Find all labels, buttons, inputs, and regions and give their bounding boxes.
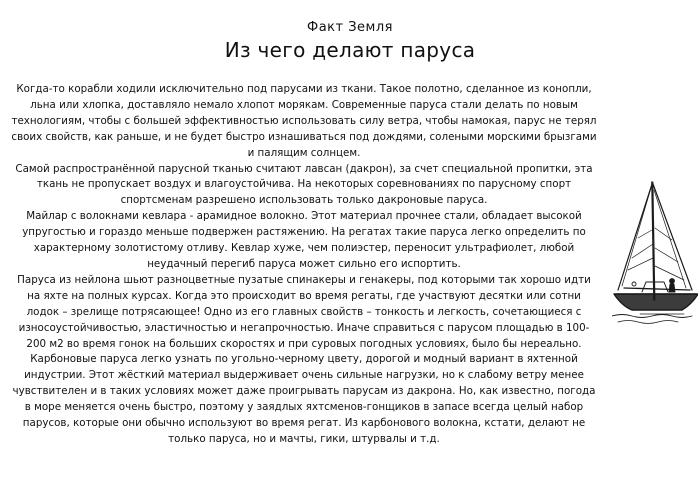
paragraph-dacron: Самой распространённой парусной тканью считают лавсан (дакрон), за счет специальной пропитки, эта ткань не пропускает воздух и влагоустойчива. На некоторых соревнованиях по парусному спорт спортсменам разрешено использовать только дакроновые паруса. [15, 162, 593, 207]
page-title: Из чего делают паруса [224, 38, 476, 62]
article-body [10, 82, 598, 448]
paragraph-cloth-sails: Когда-то корабли ходили исключительно под парусами из ткани. Такое полотно, сделанное из конопли, льна или хлопка, доставляло немало хлопот морякам. Современные паруса стали делать по новым технологиям, чтобы с большей эффективностью использовать силу ветра, чтобы намокая, парус не терял своих свойств, как раньше, и не будет быстро изнашиваться под дождями, солеными морскими брызгами и палящим солнцем. [11, 83, 597, 159]
paragraph-kevlar: Майлар с волокнами кевлара - арамидное волокно. Этот материал прочнее стали, обладает высокой упругостью и гораздо меньше подвержен растяжению. На регатах такие паруса легко определить по характерному золотистому отливу. Кевлар хуже, чем полиэстер, переносит ультрафиолет, любой неудачный перегиб паруса может сильно его испортить. [22, 210, 586, 270]
paragraph-nylon: Паруса из нейлона шьют разноцветные пузатые спинакеры и генакеры, под которыми так хорошо идти на яхте на полных курсах. Когда это происходит во время регаты, где участвуют десятки или сотни лодок – зрелище потрясающее! Одно из его главных свойств – тонкость и легкость, сочетающиеся с износоустойчивостью, эластичностью и негапрочностью. Иначе справиться с парусом площадью в 100-200 м2 во время гонок на больших скоростях и при суровых погодных условиях, было бы нереально. [17, 273, 591, 350]
fact-category-label: Факт Земля [307, 20, 393, 35]
paragraph-carbon: Карбоновые паруса легко узнать по угольно-черному цвету, дорогой и модный вариант в яхтенной индустрии. Этот жёсткий материал выдерживает очень сильные нагрузки, но к слабому ветру менее чувствителен и в таких условиях может даже проигрывать парусам из дакрона. Но, как известно, погода в море меняется очень быстро, поэтому у заядлых яхтсменов-гонщиков в запасе всегда целый набор парусов, которые они обычно используют во время регат. Из карбонового волокна, кстати, делают не только паруса, но и мачты, гики, штурвалы и т.д. [12, 353, 596, 445]
sailboat-sketch-icon [612, 178, 698, 328]
